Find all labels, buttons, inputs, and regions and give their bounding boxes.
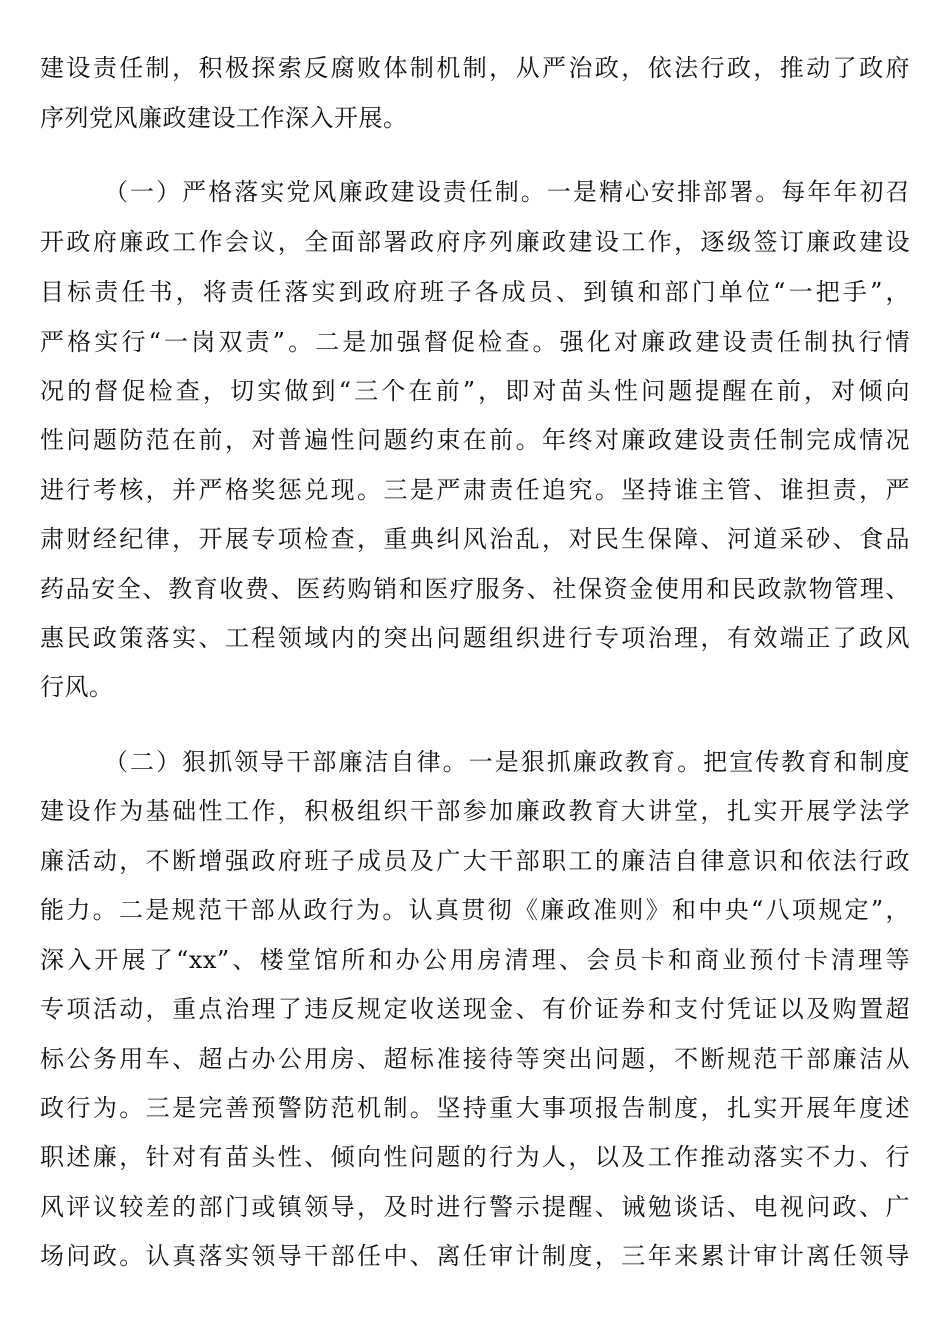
paragraph-line: 职述廉，针对有苗头性、倾向性问题的行为人，以及工作推动落实不力、行 [40,1143,910,1171]
paragraph-line: 标公务用车、超占办公用房、超标准接待等突出问题，不断规范干部廉洁从 [40,1045,910,1073]
paragraph-line: 进行考核，并严格奖惩兑现。三是严肃责任追究。坚持谁主管、谁担责，严 [40,476,910,504]
section-heading-line: （一）严格落实党风廉政建设责任制。一是精心安排部署。每年年初召 [104,178,910,206]
paragraph-line: 专项活动，重点治理了违反规定收送现金、有价证券和支付凭证以及购置超 [40,995,910,1023]
paragraph-line: 场问政。认真落实领导干部任中、离任审计制度，三年来累计审计离任领导 [40,1242,910,1270]
paragraph-line: 况的督促检查，切实做到“三个在前”，即对苗头性问题提醒在前，对倾向 [40,377,910,405]
paragraph-line: 严格实行“一岗双责”。二是加强督促检查。强化对廉政建设责任制执行情 [40,328,910,356]
paragraph-line: 性问题防范在前，对普遍性问题约束在前。年终对廉政建设责任制完成情况 [40,426,910,454]
paragraph-line: 惠民政策落实、工程领域内的突出问题组织进行专项治理，有效端正了政风 [40,624,910,652]
paragraph-line: 深入开展了“xx”、楼堂馆所和办公用房清理、会员卡和商业预付卡清理等 [40,946,910,974]
paragraph-line: 建设作为基础性工作，积极组织干部参加廉政教育大讲堂，扎实开展学法学 [40,797,910,825]
paragraph-line: 药品安全、教育收费、医药购销和医疗服务、社保资金使用和民政款物管理、 [40,575,910,603]
paragraph-line: 风评议较差的部门或镇领导，及时进行警示提醒、诫勉谈话、电视问政、广 [40,1193,910,1221]
paragraph-line: 政行为。三是完善预警防范机制。坚持重大事项报告制度，扎实开展年度述 [40,1094,910,1122]
paragraph-line: 肃财经纪律，开展专项检查，重典纠风治乱，对民生保障、河道采砂、食品 [40,525,910,553]
paragraph-line: 开政府廉政工作会议，全面部署政府序列廉政建设工作，逐级签订廉政建设 [40,228,910,256]
paragraph-line: 廉活动，不断增强政府班子成员及广大干部职工的廉洁自律意识和依法行政 [40,847,910,875]
paragraph-line: 行风。 [40,673,114,701]
paragraph-line: 序列党风廉政建设工作深入开展。 [40,104,408,132]
paragraph-line: 目标责任书，将责任落实到政府班子各成员、到镇和部门单位“一把手”， [40,278,910,306]
section-heading-line: （二）狠抓领导干部廉洁自律。一是狠抓廉政教育。把宣传教育和制度 [104,748,910,776]
paragraph-line: 能力。二是规范干部从政行为。认真贯彻《廉政准则》和中央“八项规定”， [40,896,910,924]
paragraph-line: 建设责任制，积极探索反腐败体制机制，从严治政，依法行政，推动了政府 [40,54,910,82]
